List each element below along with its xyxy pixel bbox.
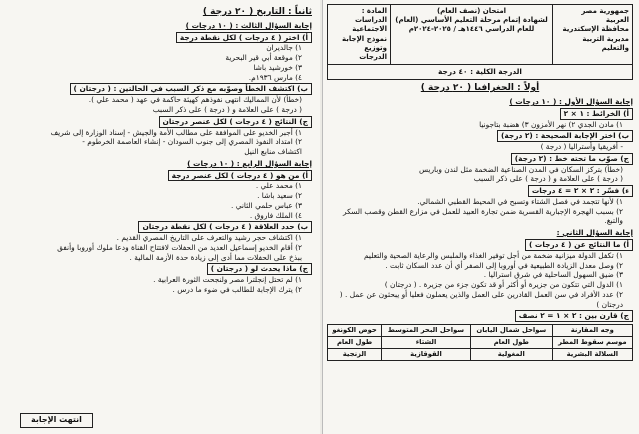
q4-who-line: ٢) سعيد باشا . [257, 191, 302, 201]
q1-correct-line: (خطأ) بتركز السكان في المدن الصناعية الضخمة مثل لندن وباريس [418, 164, 623, 174]
q4-whatif-line: ١) لم تحتل إنجلترا مصر ولنجحت الثورة العرابية . [153, 275, 302, 285]
table-cell: طول العام [470, 337, 552, 349]
q4-whatif-line: ٢) يترك الإجابة للطالب في ضوء ما درس . [172, 285, 302, 295]
header-org [552, 5, 632, 64]
q3-correct-line: ( درجة ) على العلامة و ( درجة ) على ذكر السبب [152, 105, 302, 114]
table-cell: المغولية [470, 349, 552, 361]
header-subject-line: المادة : الدراسات الاجتماعية [352, 7, 387, 34]
table-cell: السلالة البشرية [552, 349, 632, 361]
header-org-line: محافظة الإسكندرية [562, 25, 629, 34]
q4-relation-line: ٢) أقام الخديو إسماعيل العديد من الحفلات لافتتاح القناة ودعا ملوك أوروبا وأنفق [57, 242, 302, 252]
q2-results-line: ١) تكفل الدولة ميزانية ضخمة من أجل توفير الغذاء والملبس والرعاية الصحية والتعليم [364, 250, 623, 260]
table-row [328, 337, 633, 349]
q3-choose-head: أ) اختر ( ٤ درجات ) لكل نقطة درجة [176, 32, 312, 44]
table-cell: القوقازية [382, 349, 471, 361]
q3-correct-head: ب) اكتشف الخطأ وصوّبه مع ذكر السبب في الحالتين : ( درجتان ) [70, 83, 312, 95]
q1-maps-line: ١) مادن الجدي ٢) نهر الأمزون ٣) هضبة بتاجونيا [479, 119, 623, 129]
table-cell: حوض الكونغو [328, 325, 382, 337]
comparison-table [327, 324, 633, 361]
table-cell: سواحل شمال اليابان [470, 325, 552, 337]
table-cell: طول العام [328, 337, 382, 349]
q1-correct-head: ج) صوّب ما تحته خط : (٢ درجة) [511, 153, 633, 165]
q3-results-line: اكتشاف منابع النيل [244, 147, 302, 157]
q4-who-line: ٣) عباس حلمي الثاني . [231, 200, 302, 210]
q2-results-line: ٣) ضيق السهول الساحلية في شرق استراليا . [483, 270, 623, 280]
q3-results-line: ٢) امتداد النفوذ المصري إلى جنوب السودان - إنشاء العاصمة الخرطوم - [82, 137, 302, 147]
q4-whatif-head: ج) ماذا يحدث لو ( درجتان ) [207, 263, 312, 275]
q1-maps-head: أ) الخرائط : ١ × ٢ [560, 108, 633, 120]
header-subject-line: نموذج الإجابة وتوزيع [342, 34, 387, 52]
q1-explain-head: ء) فسّر : ٢ × ٢ = ٤ درجات [528, 185, 633, 197]
q3-choose-line: ٣) خورشيد باشا [253, 62, 302, 72]
header-exam-line: لشهادة إتمام مرحلة التعليم الأساسي (العام) [395, 16, 548, 25]
header-subject [328, 5, 390, 64]
q4-heading: إجابة السؤال الرابع : ( ١٠ درجات ) [187, 158, 312, 168]
q3-results-line: ١) أجبر الخديو على الموافقة على مطالب الأمة والجيش - إسناد الوزارة إلى شريف [50, 127, 302, 137]
q3-heading: إجابة السؤال الثالث : ( ١٠ درجات ) [185, 20, 312, 30]
right-page [322, 0, 639, 434]
q3-choose-line: ٢) موقعة أبي قير البحرية [225, 53, 302, 63]
q1-correct-line: ( درجة ) على العلامة و ( درجة ) على ذكر السبب [473, 174, 623, 184]
q3-choose-line: ٤) مارس ١٩٣٦م. [248, 72, 302, 82]
table-cell: الشتاء [382, 337, 471, 349]
q1-choose-line: - أفريقيا وأستراليا ( درجة ) [540, 142, 623, 152]
q3-results-head: ج) النتائج ( ٤ درجات ) لكل عنصر درجتان [159, 116, 312, 128]
q2-define-line: ٢) عدد الأفراد في سن العمل القادرين على العمل والذين يعملون فعليا أو يبحثون عن عمل . ( درجتان ) [339, 289, 623, 309]
geography-title: أولاً : الجغرافيا ( ٢٠ درجة ) [420, 83, 540, 94]
q2-heading: إجابة السؤال الثاني : [556, 228, 633, 238]
q2-compare-head: ج) قارن بين : ٢ × ١ = ٢ نصف [515, 310, 633, 322]
header-exam-line: للعام الدراسي ١٤٤٦هـ / ٢٠٢٥-٢٠٢٤م [408, 25, 535, 34]
table-cell: موسم سقوط المطر [552, 337, 632, 349]
q4-relation-line: ببذخ على الحفلات مما أدى إلى زيادة حدة الأزمة المالية . [129, 252, 302, 262]
q1-explain-line: ١) لأنها تتجمد في فصل الشتاء وتسبح في المحيط القطبي الشمالي. [417, 196, 623, 206]
right-header [327, 4, 633, 65]
table-cell: الزنجية [328, 349, 382, 361]
q4-relation-head: ب) حدد العلاقة ( ٤ درجات ) لكل نقطة درجتان [138, 221, 312, 233]
q3-correct-line: (خطأ) لأن المماليك انتهى نفوذهم كهيئة حاكمة في عهد ( محمد علي ). [88, 95, 302, 105]
q3-choose-line: ١) جالديران [266, 43, 302, 53]
q2-results-head: أ) ما النتائج عن ( ٤ درجات ) [525, 239, 633, 251]
q4-relation-line: ١) اكتشاف حجر رشيد والتعرف على التاريخ المصري القديم . [116, 233, 302, 243]
header-org-line: جمهورية مصر العربية [581, 7, 629, 25]
table-cell: وجه المقارنة [552, 325, 632, 337]
q4-who-head: أ) من هو ( ٤ درجات ) لكل عنصر درجة [168, 170, 312, 182]
q4-who-line: ١) محمد علي . [255, 181, 302, 191]
q1-choose-head: ب) اختر الإجابة الصحيحة : (٢ درجة) [497, 130, 633, 142]
q2-results-line: ٢) وصل معدل الزيادة الطبيعية في أوروبا إلى الصفر أي أن عدد السكان ثابت . [385, 260, 623, 270]
history-title: ثانياً : التاريخ ( ٢٠ درجة ) [202, 7, 312, 17]
table-cell: سواحل البحر المتوسط [382, 325, 471, 337]
header-exam [390, 5, 552, 64]
q1-heading: إجابة السؤال الأول : ( ١٠ درجات ) [509, 97, 633, 107]
header-exam-line: امتحان (نصف العام) [436, 7, 507, 15]
q2-define-line: ١) الدول التي تتكون من جزيرة أو أكثر أو قد تكون جزء من جزيرة . ( درجتان ) [384, 280, 623, 290]
header-subject-line: الدرجات [359, 53, 387, 62]
end-of-answer: انتهت الإجابة [20, 413, 93, 428]
header-org-line: مديرية التربية والتعليم [582, 34, 629, 52]
q4-who-line: ٤) الملك فاروق . [249, 210, 302, 220]
q1-explain-line: ٢) بسبب الهجرة الإجبارية القسرية ضمن تجارة العبيد للعمل في مزارع القطن وقصب السكر والتبغ. [343, 206, 623, 226]
table-row [328, 325, 633, 337]
total-score: الدرجة الكلية : ٤٠ درجة [327, 65, 633, 80]
table-row [328, 349, 633, 361]
